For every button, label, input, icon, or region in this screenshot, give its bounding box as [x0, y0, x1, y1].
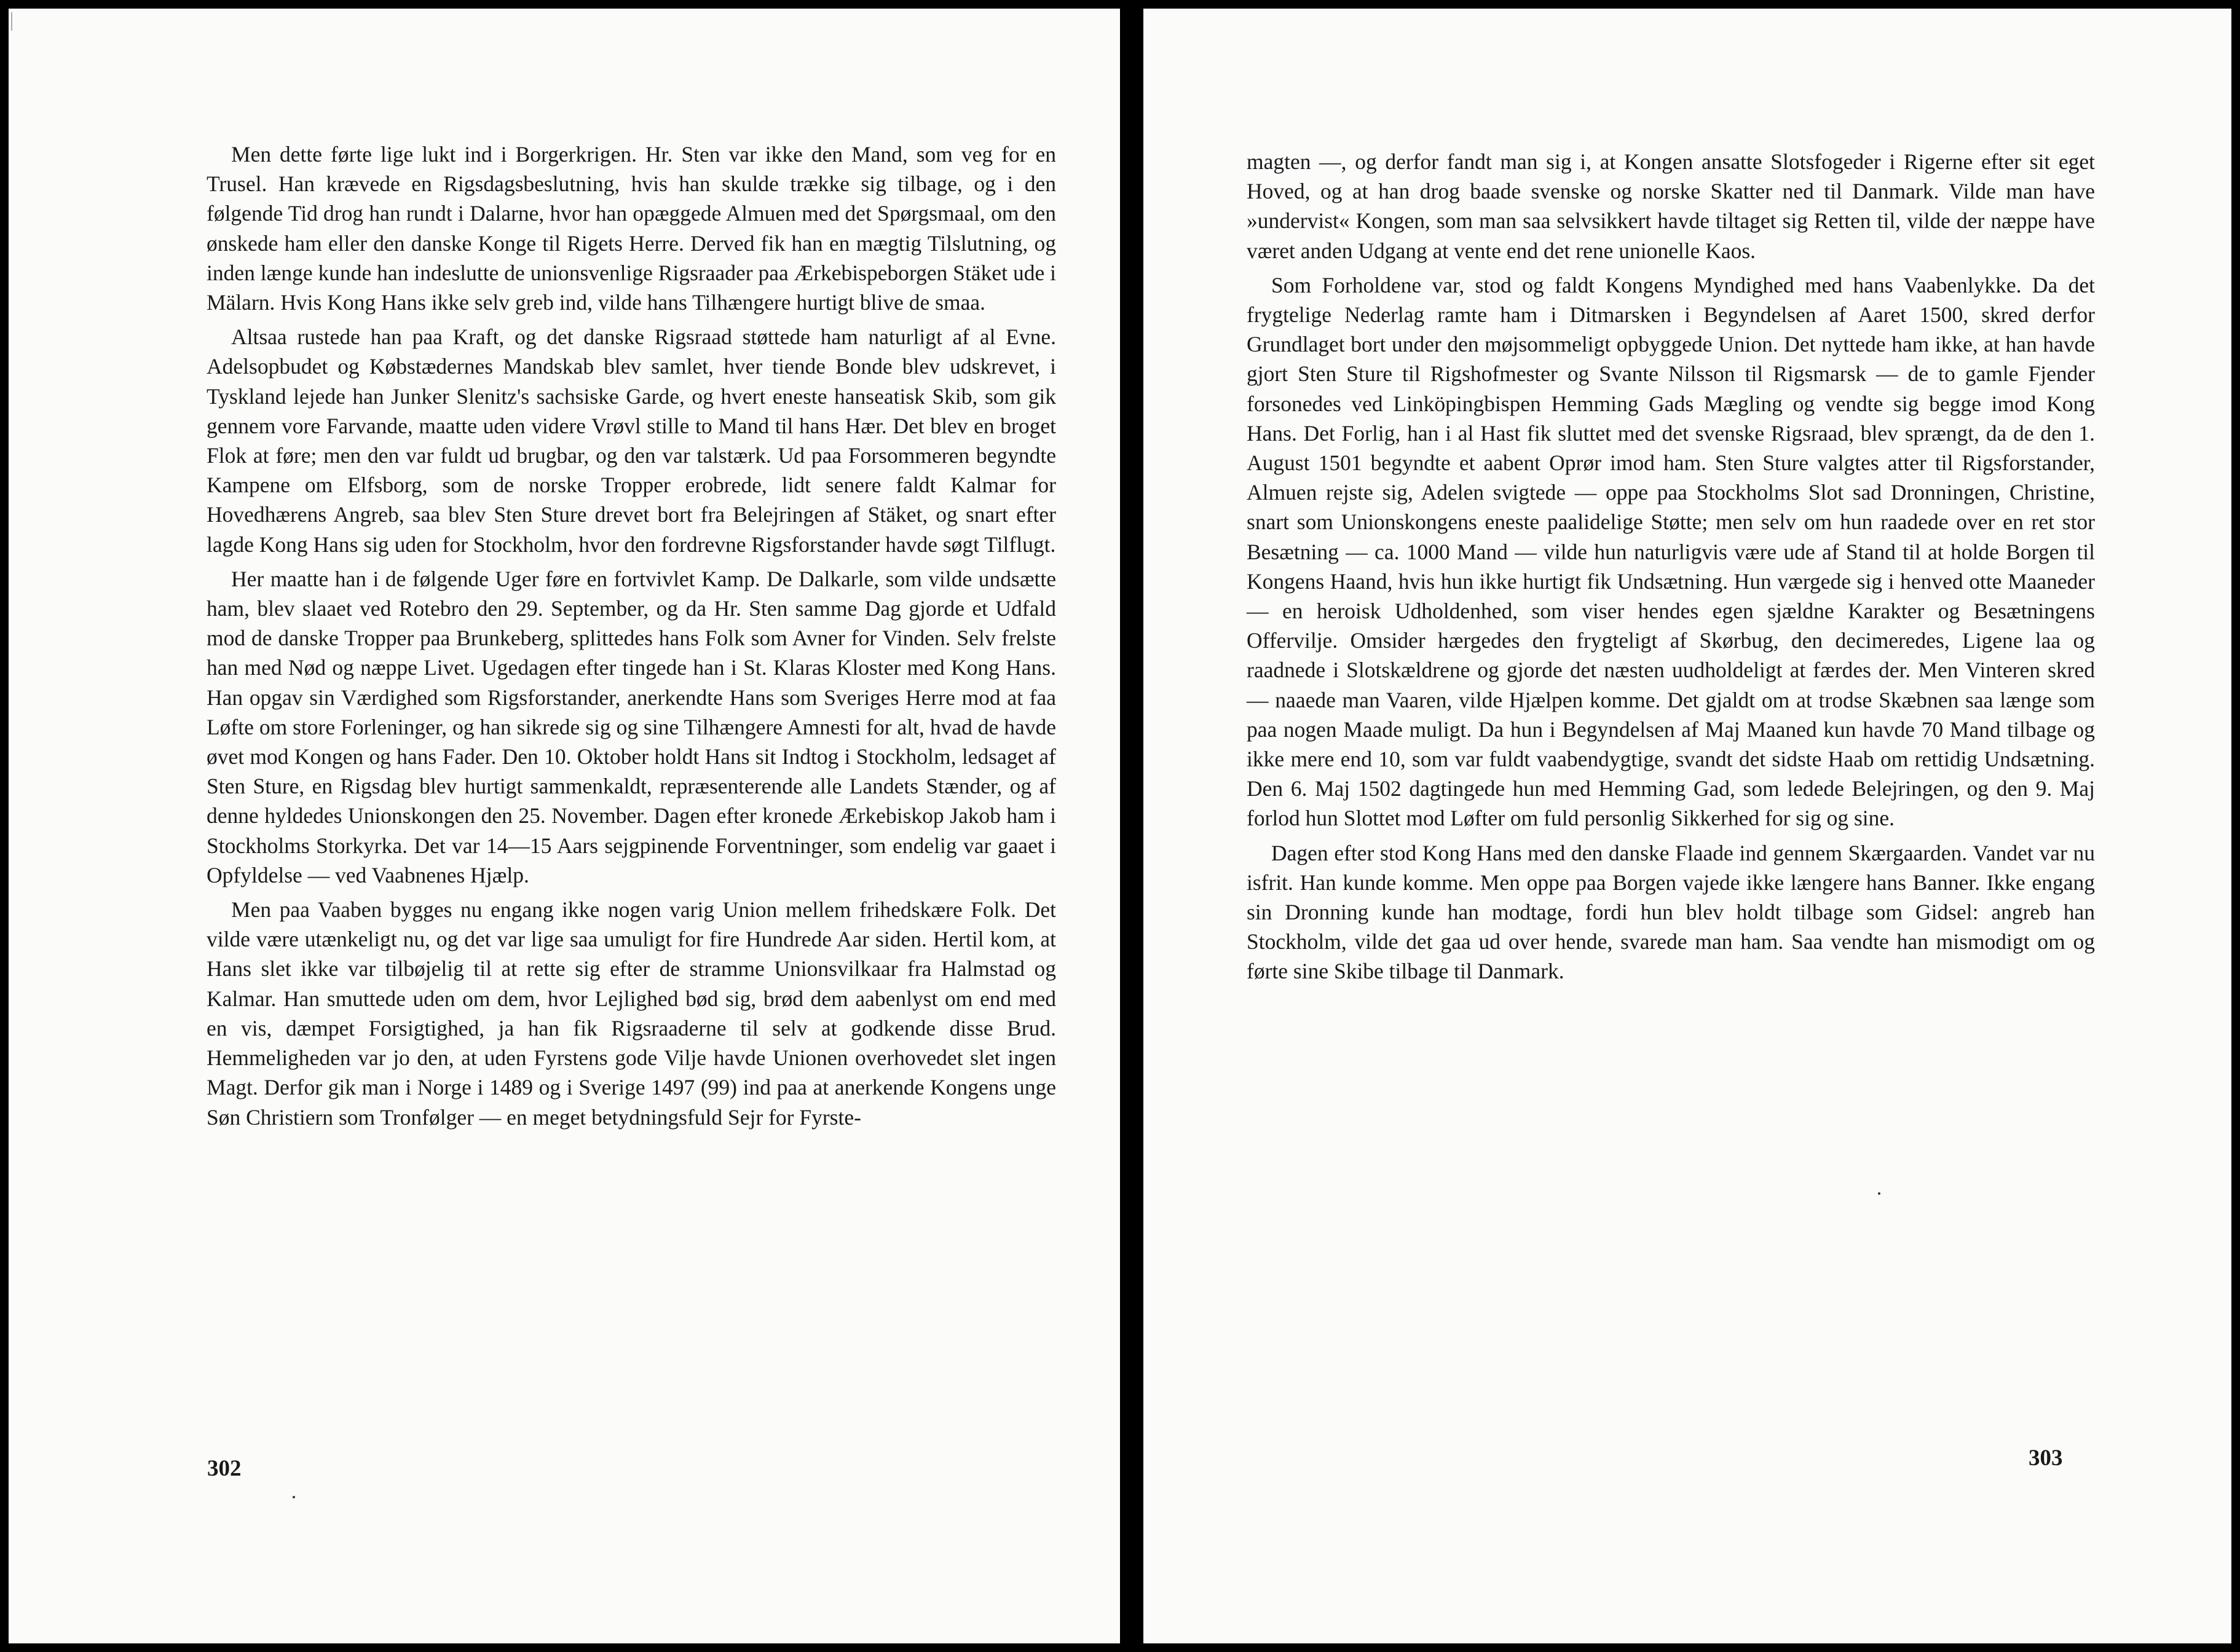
speck — [1878, 1192, 1880, 1195]
speck — [293, 1496, 295, 1498]
left-page-text — [207, 140, 1056, 1132]
paragraph: Som Forholdene var, stod og faldt Kongens Myndighed med hans Vaabenlykke. Da det frygtelige Nederlag ramte ham i Ditmarsken i Begyndelsen af Aaret 1500, skred derfor Grundlaget bort under den møjsommeligt opbyggede Union. Det nyttede ham ikke, at han havde gjort Sten Sture til Rigshofmester og Svante Nilsson til Rigsmarsk — de to gamle Fjender forsonedes ved Linköpingbispen Hemming Gads Mægling og vendte sig begge imod Kong Hans. Det Forlig, han i al Hast fik sluttet med det svenske Rigsraad, blev sprængt, da de den 1. August 1501 begyndte et aabent Oprør imod ham. Sten Sture valgtes atter til Rigsforstander, Almuen rejste sig, Adelen svigtede — oppe paa Stockholms Slot sad Dronningen, Christine, snart som Unionskongens eneste paalidelige Støtte; men selv om hun raadede over en ret stor Besætning — ca. 1000 Mand — vilde hun naturligvis være ude af Stand til at holde Borgen til Kongens Haand, hvis hun ikke hurtigt fik Undsætning. Hun værgede sig i henved otte Maaneder — en heroisk Udholdenhed, som viser hendes egen sjældne Karakter og Besætningens Offervilje. Omsider hærgedes den frygteligt af Skørbug, den decimeredes, Ligene laa og raadnede i Slotskældrene og gjorde det næsten uudholdeligt at færdes der. Men Vinteren skred — naaede man Vaaren, vilde Hjælpen komme. Det gjaldt om at trodse Skæbnen saa længe som paa nogen Maade muligt. Da hun i Begyndelsen af Maj Maaned kun havde 70 Mand tilbage og ikke mere end 10, som var fuldt vaabendygtige, svandt det sidste Haab om rettidig Undsætning. Den 6. Maj 1502 dagtingede hun med Hemming Gad, som ledede Belejringen, og den 9. Maj forlod hun Slottet mod Løfter om fuld personlig Sikkerhed for sig og sine. — [1247, 272, 2095, 831]
right-page-text — [1247, 147, 2095, 986]
paragraph: Altsaa rustede han paa Kraft, og det danske Rigsraad støttede ham naturligt af al Evne. Adelsopbudet og Købstædernes Mandskab blev samlet, hver tiende Bonde blev udskrevet, i Tyskland lejede han Junker Slenitz's sachsiske Garde, og hvert eneste hanseatisk Skib, som gik gennem vore Farvande, maatte uden videre Vrøvl stille to Mand til hans Hær. Det blev en broget Flok at føre; men den var fuldt ud brugbar, og den var talstærk. Ud paa Forsommeren begyndte Kampene om Elfsborg, som de norske Tropper erobrede, lidt senere faldt Kalmar for Hovedhærens Angreb, saa blev Sten Sture drevet bort fra Belejringen af Stäket, og snart efter lagde Kong Hans sig uden for Stockholm, hvor den fordrevne Rigsforstander havde søgt Tilflugt. — [207, 324, 1056, 557]
paragraph: magten —, og derfor fandt man sig i, at Kongen ansatte Slotsfogeder i Rigerne efter sit eget Hoved, og at han drog baade svenske og norske Skatter ned til Danmark. Vilde man have »undervist« Kongen, som man saa selvsikkert havde tiltaget sig Retten til, vilde der næppe have været anden Udgang at vente end det rene unionelle Kaos. — [1247, 149, 2095, 263]
paragraph: Dagen efter stod Kong Hans med den danske Flaade ind gennem Skærgaarden. Vandet var nu isfrit. Han kunde komme. Men oppe paa Borgen vajede ikke længere hans Banner. Ikke engang sin Dronning kunde han modtage, fordi hun blev holdt tilbage som Gidsel: angreb han Stockholm, vilde det gaa ud over hende, svarede man ham. Saa vendte han mismodigt om og førte sine Skibe tilbage til Danmark. — [1247, 840, 2095, 984]
page-number: 302 — [207, 1456, 242, 1481]
right-page — [1143, 9, 2231, 1643]
paragraph: Men paa Vaaben bygges nu engang ikke nogen varig Union mellem frihedskære Folk. Det vilde være utænkeligt nu, og det var lige saa umuligt for fire Hundrede Aar siden. Hertil kom, at Hans slet ikke var tilbøjelig til at rette sig efter de stramme Unionsvilkaar fra Halmstad og Kalmar. Han smuttede uden om dem, hvor Lejlighed bød sig, brød dem aabenlyst om end med en vis, dæmpet Forsigtighed, ja han fik Rigsraaderne til selv at godkende disse Brud. Hemmeligheden var jo den, at uden Fyrstens gode Vilje havde Unionen overhovedet slet ingen Magt. Derfor gik man i Norge i 1489 og i Sverige 1497 (99) ind paa at anerkende Kongens unge Søn Christiern som Tronfølger — en meget betydningsfuld Sejr for Fyrste- — [207, 897, 1056, 1130]
paragraph: Men dette førte lige lukt ind i Borgerkrigen. Hr. Sten var ikke den Mand, som veg for en Trusel. Han krævede en Rigsdagsbeslutning, hvis han skulde trække sig tilbage, og i den følgende Tid drog han rundt i Dalarne, hvor han opæggede Almuen med det Spørgsmaal, om den ønskede ham eller den danske Konge til Rigets Herre. Derved fik han en mægtig Tilslutning, og inden længe kunde han indeslutte de unionsvenlige Rigsraader paa Ærkebispeborgen Stäket ude i Mälarn. Hvis Kong Hans ikke selv greb ind, vilde hans Tilhængere hurtigt blive de smaa. — [207, 142, 1056, 315]
page-number: 303 — [2029, 1446, 2063, 1471]
paragraph: Her maatte han i de følgende Uger føre en fortvivlet Kamp. De Dalkarle, som vilde undsætte ham, blev slaaet ved Rotebro den 29. September, og da Hr. Sten samme Dag gjorde et Udfald mod de danske Tropper paa Brunkeberg, splittedes hans Folk som Avner for Vinden. Selv frelste han med Nød og næppe Livet. Ugedagen efter tingede han i St. Klaras Kloster med Kong Hans. Han opgav sin Værdighed som Rigsforstander, anerkendte Hans som Sveriges Herre mod at faa Løfte om store Forleninger, og han sikrede sig og sine Tilhængere Amnesti for alt, hvad de havde øvet mod Kongen og hans Fader. Den 10. Oktober holdt Hans sit Indtog i Stockholm, ledsaget af Sten Sture, en Rigsdag blev hurtigt sammenkaldt, repræsenterende alle Landets Stænder, og af denne hyldedes Unionskongen den 25. November. Dagen efter kronede Ærkebiskop Jakob ham i Stockholms Storkyrka. Det var 14—15 Aars sejgpinende Forventninger, som endelig var gaaet i Opfyldelse — ved Vaabnenes Hjælp. — [207, 566, 1056, 887]
left-page — [9, 9, 1120, 1643]
corner-mark — [11, 12, 21, 31]
